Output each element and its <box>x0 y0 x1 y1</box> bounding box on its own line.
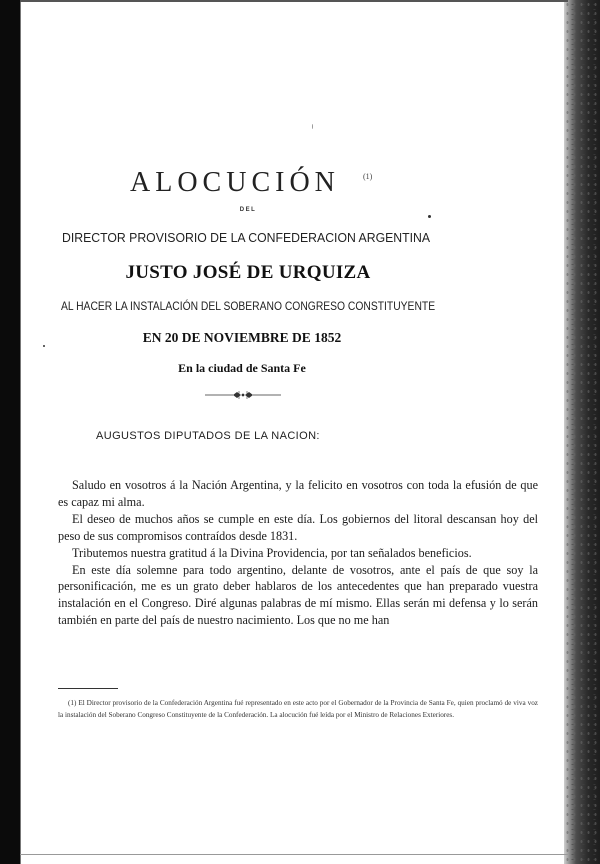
occasion-line: AL HACER LA INSTALACIÓN DEL SOBERANO CONGRESO CONSTITUYENTE <box>61 299 436 313</box>
footnote-reference: (1) <box>363 172 373 181</box>
speech-body <box>58 477 538 629</box>
paragraph: Saludo en vosotros á la Nación Argentina, y la felicito en vosotros con toda la efusión de que es capaz mi alma. <box>58 478 538 509</box>
paragraph: En este día solemne para todo argentino, delante de vosotros, ante el país de que soy la personificación, me es un grato deber hablaros de los antecedentes que han preparado vuestra instalación en el Congreso. Diré algunas palabras de mí mismo. Ellas serán mi defensa y lo serán también en parte del país de nuestro nacimiento. Los que no me han <box>58 562 538 628</box>
salutation: AUGUSTOS DIPUTADOS DE LA NACION: <box>96 430 320 442</box>
scan-right-edge <box>564 0 600 864</box>
document-title: ALOCUCIÓN <box>130 167 340 198</box>
footnote: (1) El Director provisorio de la Confederación Argentina fué representado en este acto por el Gobernador de la Provincia de Santa Fe, quien proclamó de viva voz la instalación del Soberano Congreso Constituyente de la Confederación. La alocución fué leída por el Ministro de Relaciones Exteriores. <box>58 699 538 719</box>
author-position: DIRECTOR PROVISORIO DE LA CONFEDERACION ARGENTINA <box>62 231 431 245</box>
paragraph: Tributemos nuestra gratitud á la Divina Providencia, por tan señalados beneficios. <box>72 545 472 560</box>
paragraph: El deseo de muchos años se cumple en este día. Los gobiernos del litoral descansan hoy del peso de sus compromisos contraídos desde 1831. <box>58 511 538 543</box>
date-line: EN 20 DE NOVIEMBRE DE 1852 <box>142 330 342 345</box>
author-name: JUSTO JOSÉ DE URQUIZA <box>125 262 371 283</box>
city-line: En la ciudad de Santa Fe <box>178 361 306 375</box>
scan-speck <box>43 345 45 347</box>
document-page <box>58 0 538 864</box>
connector-text: DEL <box>239 207 257 213</box>
scan-left-edge <box>0 0 20 864</box>
footnote-rule <box>58 688 118 689</box>
ornament-divider <box>203 388 283 402</box>
